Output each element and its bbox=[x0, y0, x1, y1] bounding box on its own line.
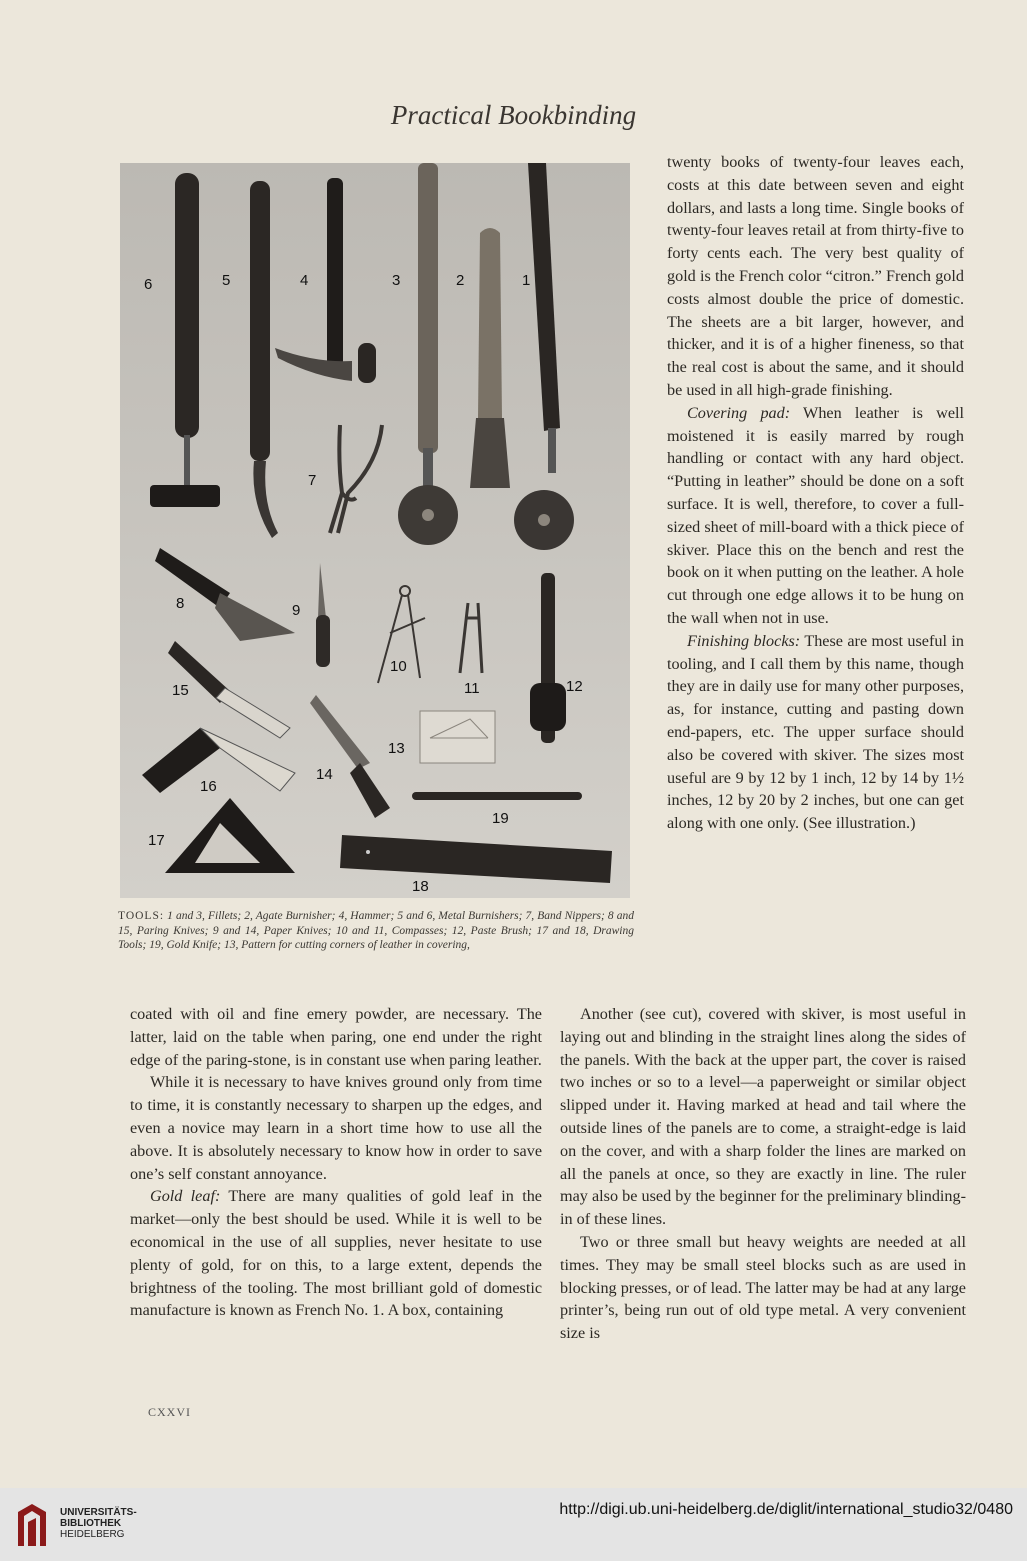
tool-number: 15 bbox=[172, 682, 189, 699]
library-name bbox=[60, 1507, 137, 1540]
caption-text: 1 and 3, Fillets; 2, Agate Burnisher; 4, Hammer; 5 and 6, Metal Burnishers; 7, Band Nippers; 8 and 15, Paring Knives; 9 and 14, Paper Knives; 10 and 11, Compasses; 12, Paste Brush; 17 and 18, Drawing Tools; 19, Gold Knife; 13, Pattern for cutting corners of leather in covering, bbox=[118, 910, 634, 951]
tool-number: 17 bbox=[148, 832, 165, 849]
tool-number: 11 bbox=[464, 680, 480, 697]
library-line: BIBLIOTHEK bbox=[60, 1518, 122, 1529]
paragraph-text: These are most useful in tooling, and I call them by this name, though they are in daily use for many other purposes, as, for instance, cutting and pasting down end-papers, etc. The upper surface should also be covered with skiver. The sizes most useful are 9 by 12 by 1 inch, 12 by 14 by 1½ inches, 12 by 20 by 2 inches, but one can get along with one only. (See illustration.) bbox=[667, 631, 964, 833]
paragraph: While it is necessary to have knives ground only from time to time, it is constantly necessary to sharpen up the edges, and even a novice may learn in a short time how to use all the above. It is absolutely necessary to know how in order to save one’s self constant annoyance. bbox=[130, 1073, 542, 1183]
paragraph-text: When leather is well moistened it is easily marred by rough handling or contact with any hard object. “Putting in leather” should be done on a soft surface. It is well, therefore, to cover a full-sized sheet of mill-board with a thick piece of skiver. Place this on the bench and rest the book on it when putting on the leather. A hole cut through one edge allows it to be hung on the wall when not in use. bbox=[667, 403, 964, 627]
source-url-link[interactable]: http://digi.ub.uni-heidelberg.de/diglit/international_studio32/0480 bbox=[559, 1501, 1013, 1518]
tool-number: 13 bbox=[388, 740, 405, 757]
paragraph-label: Finishing blocks: bbox=[687, 631, 801, 650]
page-number: CXXVI bbox=[148, 1405, 191, 1419]
running-head: Practical Bookbinding bbox=[390, 100, 637, 130]
tools-illustration bbox=[120, 163, 630, 898]
paragraph-label: Gold leaf: bbox=[150, 1187, 221, 1206]
paragraph: Another (see cut), covered with skiver, is most useful in laying out and blinding in the straight lines along the sides of the panels. With the back at the upper part, the cover is raised two inches or so to a level—a paperweight or similar object slipped under it. Having marked at head and tail where the outside lines of the panels are to come, a straight-edge is laid on the cover, and with a sharp folder the lines are marked on all the panels at once, so they are exactly in line. The ruler may also be used by the beginner for the preliminary blinding-in of these lines. bbox=[560, 1005, 966, 1229]
paragraph bbox=[667, 402, 964, 630]
paragraph: coated with oil and fine emery powder, are necessary. The latter, laid on the table when paring, one end under the right edge of the paring-stone, is in constant use when paring leather. bbox=[130, 1005, 542, 1069]
paragraph-label: Covering pad: bbox=[687, 403, 791, 422]
right-column-bottom bbox=[560, 1003, 966, 1345]
tool-number: 18 bbox=[412, 878, 429, 895]
tool-number: 14 bbox=[316, 766, 333, 783]
tool-number: 3 bbox=[392, 272, 401, 289]
tool-number: 8 bbox=[176, 595, 185, 612]
library-line: UNIVERSITÄTS- bbox=[60, 1507, 137, 1518]
figure-caption bbox=[118, 909, 634, 953]
tool-number: 5 bbox=[222, 272, 231, 289]
paragraph: Two or three small but heavy weights are needed at all times. They may be small steel blocks such as are used in blocking presses, or of lead. The latter may be had at any large printer’s, being run out of old type metal. A very convenient size is bbox=[560, 1232, 966, 1343]
caption-lead: TOOLS: bbox=[118, 910, 165, 922]
tool-number: 19 bbox=[492, 810, 509, 827]
tool-number: 10 bbox=[390, 658, 407, 675]
tool-number: 6 bbox=[144, 276, 153, 293]
left-column bbox=[130, 1003, 542, 1322]
tool-number: 16 bbox=[200, 778, 217, 795]
tool-number: 2 bbox=[456, 272, 465, 289]
tool-number: 9 bbox=[292, 602, 301, 619]
paragraph: twenty books of twenty-four leaves each, costs at this date between seven and eight dollars, and lasts a long time. Single books of twenty-four leaves retail at from thirty-five to forty cents each. The very best quality of gold is the French color “citron.” French gold costs almost double the price of domestic. The sheets are a bit larger, however, and thicker, and it is of a higher fineness, so that the real cost is about the same, and it should be used in all high-grade finishing. bbox=[667, 153, 964, 399]
tool-number: 12 bbox=[566, 678, 583, 695]
tool-13-pattern bbox=[420, 711, 495, 763]
library-line: HEIDELBERG bbox=[60, 1529, 125, 1540]
right-column-top bbox=[667, 151, 964, 835]
paragraph bbox=[130, 1185, 542, 1322]
tool-number: 7 bbox=[308, 472, 317, 489]
library-footer bbox=[0, 1488, 1027, 1561]
library-logo-icon bbox=[12, 1502, 52, 1552]
tool-number: 1 bbox=[522, 272, 531, 289]
paragraph-text: There are many qualities of gold leaf in the market—only the best should be used. While it is well to be economical in the use of all supplies, never hesitate to use plenty of gold, for on this, to a large extent, depends the brightness of the tooling. The most brilliant gold of domestic manufacture is known as French No. 1. A box, containing bbox=[130, 1187, 542, 1320]
tool-19-gold-knife bbox=[412, 792, 582, 800]
tool-number: 4 bbox=[300, 272, 309, 289]
paragraph bbox=[667, 630, 964, 835]
